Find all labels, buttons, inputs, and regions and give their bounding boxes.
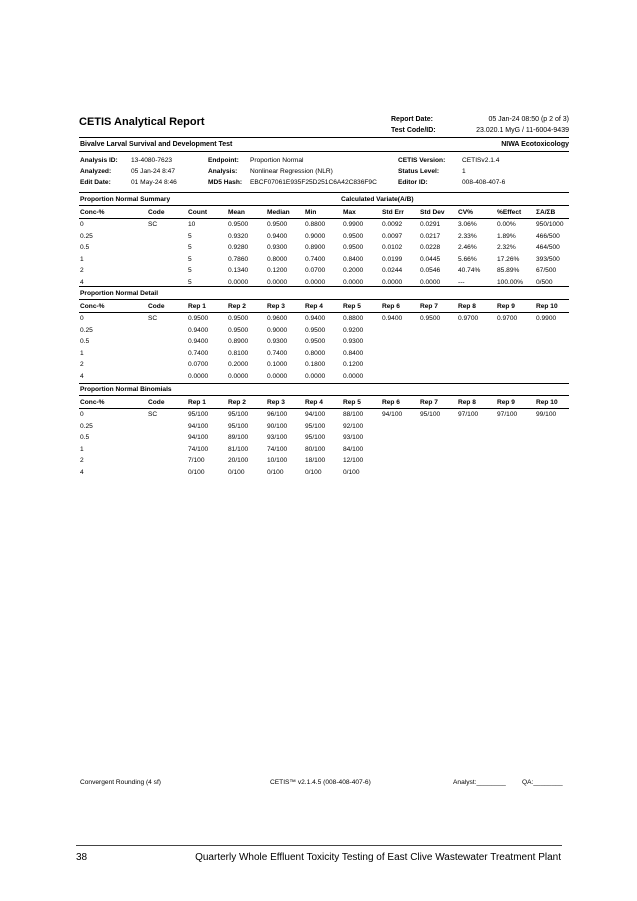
table-cell: 95/100 <box>305 434 326 441</box>
cetis-version: CETISv2.1.4 <box>462 157 500 164</box>
header-underline <box>79 218 569 219</box>
table-cell: 0.8000 <box>305 350 326 357</box>
table-cell: 80/100 <box>305 446 326 453</box>
analyzed-date: 05 Jan-24 8:47 <box>131 168 175 175</box>
table-cell: 0.9400 <box>305 315 326 322</box>
table-cell: 0.0000 <box>305 279 326 286</box>
table-cell: 0.0199 <box>382 256 403 263</box>
report-date-label: Report Date: <box>391 116 434 123</box>
column-header: Rep 2 <box>228 303 246 310</box>
column-header: Rep 1 <box>188 399 206 406</box>
column-header: Min <box>305 209 317 216</box>
table-cell: 0.9300 <box>267 338 288 345</box>
table-cell: 0.0700 <box>188 361 209 368</box>
column-header: Rep 2 <box>228 399 246 406</box>
table-cell: 0.0700 <box>305 267 326 274</box>
table-cell: 0.9300 <box>343 338 364 345</box>
table-cell: 0.9500 <box>267 221 288 228</box>
table-cell: 0.9280 <box>228 244 249 251</box>
table-cell: 0.0000 <box>228 279 249 286</box>
table-cell: 0.25 <box>80 327 93 334</box>
table-cell: 0.0000 <box>188 373 209 380</box>
table-cell: 0.0092 <box>382 221 403 228</box>
table-cell: 85.89% <box>497 267 520 274</box>
table-cell: 2 <box>80 267 84 274</box>
table-cell: 10 <box>188 221 196 228</box>
table-cell: 94/100 <box>188 434 209 441</box>
footer-rule <box>76 845 562 846</box>
table-cell: 2.33% <box>458 233 477 240</box>
table-cell: 0.9400 <box>188 327 209 334</box>
table-cell: 0.0244 <box>382 267 403 274</box>
table-cell: 0/100 <box>228 469 245 476</box>
table-cell: 74/100 <box>267 446 288 453</box>
table-cell: 100.00% <box>497 279 524 286</box>
table-cell: 0.0000 <box>267 279 288 286</box>
divider <box>79 205 569 206</box>
edit-date: 01 May-24 8:46 <box>131 179 177 186</box>
table-cell: 92/100 <box>343 423 364 430</box>
table-cell: 17.26% <box>497 256 520 263</box>
table-cell: 2.32% <box>497 244 516 251</box>
table-cell: 0.1200 <box>267 267 288 274</box>
table-cell: --- <box>458 279 465 286</box>
table-cell: 0.0000 <box>305 373 326 380</box>
table-cell: 4 <box>80 373 84 380</box>
table-cell: 0.0291 <box>420 221 441 228</box>
table-cell: 2 <box>80 457 84 464</box>
table-cell: 0.0000 <box>343 279 364 286</box>
table-cell: 94/100 <box>382 411 403 418</box>
table-cell: 0.9500 <box>188 315 209 322</box>
table-cell: 0.9700 <box>458 315 479 322</box>
table-cell: 74/100 <box>188 446 209 453</box>
table-cell: 0.8900 <box>228 338 249 345</box>
table-cell: 0.9500 <box>305 327 326 334</box>
md5-label: MD5 Hash: <box>208 179 243 186</box>
table-cell: 1 <box>80 350 84 357</box>
table-cell: 0.9320 <box>228 233 249 240</box>
document-title: Quarterly Whole Effluent Toxicity Testing of East Clive Wastewater Treatment Plant <box>195 852 561 863</box>
column-header: Code <box>148 399 165 406</box>
header-underline <box>79 408 569 409</box>
divider <box>79 395 569 396</box>
table-cell: 10/100 <box>267 457 288 464</box>
table-cell: 95/100 <box>228 411 249 418</box>
endpoint: Proportion Normal <box>250 157 304 164</box>
table-cell: 0.0546 <box>420 267 441 274</box>
table-cell: 0.0000 <box>420 279 441 286</box>
column-header: ΣA/ΣB <box>536 209 556 216</box>
table-cell: 0.9000 <box>267 327 288 334</box>
table-cell: 95/100 <box>305 423 326 430</box>
md5-hash: EBCF07061E935F25D251C6A42C836F9C <box>250 179 377 186</box>
table-cell: 0.9500 <box>305 338 326 345</box>
divider <box>79 286 569 287</box>
column-header: Mean <box>228 209 245 216</box>
table-cell: 0/100 <box>305 469 322 476</box>
detail-title: Proportion Normal Detail <box>80 290 159 297</box>
divider <box>79 192 569 193</box>
edit-date-label: Edit Date: <box>80 179 111 186</box>
column-header: Rep 8 <box>458 399 476 406</box>
table-cell: 0.9500 <box>343 244 364 251</box>
table-cell: 0.1200 <box>343 361 364 368</box>
table-cell: 96/100 <box>267 411 288 418</box>
table-cell: 97/100 <box>458 411 479 418</box>
column-header: %Effect <box>497 209 522 216</box>
analysis-method: Nonlinear Regression (NLR) <box>250 168 333 175</box>
table-cell: 4 <box>80 469 84 476</box>
table-cell: 0.0102 <box>382 244 403 251</box>
table-cell: 0.25 <box>80 233 93 240</box>
table-cell: 0.9400 <box>382 315 403 322</box>
table-cell: 1.89% <box>497 233 516 240</box>
column-header: Rep 8 <box>458 303 476 310</box>
table-cell: 0.9200 <box>343 327 364 334</box>
qa-signature-field: QA:________ <box>522 779 563 786</box>
column-header: CV% <box>458 209 474 216</box>
table-cell: 0.9700 <box>497 315 518 322</box>
table-cell: 0/100 <box>343 469 360 476</box>
table-cell: 0.9400 <box>267 233 288 240</box>
table-cell: 0.1800 <box>305 361 326 368</box>
table-cell: 3.06% <box>458 221 477 228</box>
table-cell: 2.46% <box>458 244 477 251</box>
table-cell: 0.9900 <box>343 221 364 228</box>
column-header: Rep 7 <box>420 303 438 310</box>
column-header: Rep 9 <box>497 399 515 406</box>
column-header: Max <box>343 209 356 216</box>
editor-id: 008-408-407-6 <box>462 179 506 186</box>
table-cell: 0.9500 <box>420 315 441 322</box>
column-header: Rep 5 <box>343 303 361 310</box>
table-cell: 0.0097 <box>382 233 403 240</box>
table-cell: 7/100 <box>188 457 205 464</box>
software-version: CETIS™ v2.1.4.5 (008-408-407-6) <box>270 779 371 786</box>
editor-label: Editor ID: <box>398 179 428 186</box>
table-cell: 95/100 <box>228 423 249 430</box>
column-header: Rep 10 <box>536 303 558 310</box>
column-header: Conc-% <box>80 209 105 216</box>
table-cell: 5 <box>188 256 192 263</box>
table-cell: 0.9300 <box>267 244 288 251</box>
column-header: Code <box>148 303 165 310</box>
table-cell: 0.0228 <box>420 244 441 251</box>
table-cell: 0.5 <box>80 338 90 345</box>
table-cell: 0.0000 <box>267 373 288 380</box>
table-cell: 0.8100 <box>228 350 249 357</box>
table-cell: 0.7400 <box>267 350 288 357</box>
table-cell: 94/100 <box>188 423 209 430</box>
column-header: Code <box>148 209 165 216</box>
test-code-label: Test Code/ID: <box>391 127 436 134</box>
column-header: Conc-% <box>80 303 105 310</box>
divider <box>79 383 569 384</box>
report-title: CETIS Analytical Report <box>79 116 205 128</box>
table-cell: 40.74% <box>458 267 481 274</box>
table-cell: 0.0000 <box>343 373 364 380</box>
table-cell: 97/100 <box>497 411 518 418</box>
table-cell: 67/500 <box>536 267 557 274</box>
table-cell: 5 <box>188 267 192 274</box>
table-cell: 0.9400 <box>188 338 209 345</box>
table-cell: 950/1000 <box>536 221 564 228</box>
column-header: Rep 6 <box>382 303 400 310</box>
table-cell: 0.9500 <box>343 233 364 240</box>
table-cell: 5 <box>188 244 192 251</box>
table-cell: 0.25 <box>80 423 93 430</box>
table-cell: 0.9600 <box>267 315 288 322</box>
table-cell: 0.5 <box>80 244 90 251</box>
rounding-note: Convergent Rounding (4 sf) <box>80 779 162 786</box>
table-cell: 0.2000 <box>228 361 249 368</box>
analyzed-label: Analyzed: <box>80 168 112 175</box>
table-cell: 0.8800 <box>305 221 326 228</box>
column-header: Rep 5 <box>343 399 361 406</box>
table-cell: 0.00% <box>497 221 516 228</box>
table-cell: 90/100 <box>267 423 288 430</box>
table-cell: 81/100 <box>228 446 249 453</box>
table-cell: 5 <box>188 233 192 240</box>
table-cell: 0.1000 <box>267 361 288 368</box>
table-cell: 0.0000 <box>228 373 249 380</box>
table-cell: 393/500 <box>536 256 560 263</box>
binomials-title: Proportion Normal Binomials <box>80 386 172 393</box>
table-cell: 0.0000 <box>382 279 403 286</box>
table-cell: 0.8800 <box>343 315 364 322</box>
table-cell: 0 <box>80 221 84 228</box>
table-cell: 0.1340 <box>228 267 249 274</box>
table-cell: 99/100 <box>536 411 557 418</box>
table-cell: 0.7400 <box>305 256 326 263</box>
table-cell: 89/100 <box>228 434 249 441</box>
table-cell: 0.9900 <box>536 315 557 322</box>
table-cell: 0.9500 <box>228 327 249 334</box>
column-header: Count <box>188 209 208 216</box>
table-cell: 5 <box>188 279 192 286</box>
table-cell: 5.66% <box>458 256 477 263</box>
column-header: Rep 4 <box>305 399 323 406</box>
calculated-variate-label: Calculated Variate(A/B) <box>341 196 414 203</box>
table-cell: 84/100 <box>343 446 364 453</box>
table-cell: SC <box>148 221 158 228</box>
column-header: Rep 1 <box>188 303 206 310</box>
column-header: Median <box>267 209 290 216</box>
table-cell: 94/100 <box>305 411 326 418</box>
table-cell: 0 <box>80 411 84 418</box>
report-date: 05 Jan-24 08:50 (p 2 of 3) <box>488 116 569 123</box>
column-header: Rep 4 <box>305 303 323 310</box>
endpoint-label: Endpoint: <box>208 157 239 164</box>
table-cell: 0.9000 <box>305 233 326 240</box>
table-cell: 0.9500 <box>228 315 249 322</box>
summary-title: Proportion Normal Summary <box>80 196 171 203</box>
table-cell: 4 <box>80 279 84 286</box>
table-cell: 0.7860 <box>228 256 249 263</box>
table-cell: 0.8400 <box>343 350 364 357</box>
table-cell: 464/500 <box>536 244 560 251</box>
table-cell: 1 <box>80 446 84 453</box>
divider <box>79 137 569 138</box>
table-cell: 0.9500 <box>228 221 249 228</box>
analysis-id: 13-4080-7623 <box>131 157 173 164</box>
analysis-id-label: Analysis ID: <box>80 157 118 164</box>
header-underline <box>79 312 569 313</box>
table-cell: 0.5 <box>80 434 90 441</box>
divider <box>79 151 569 152</box>
column-header: Rep 6 <box>382 399 400 406</box>
table-cell: 466/500 <box>536 233 560 240</box>
lab-name: NIWA Ecotoxicology <box>501 141 569 148</box>
table-cell: 0.8000 <box>267 256 288 263</box>
divider <box>79 299 569 300</box>
test-name: Bivalve Larval Survival and Development Test <box>80 141 233 148</box>
status-label: Status Level: <box>398 168 440 175</box>
column-header: Rep 3 <box>267 303 285 310</box>
table-cell: 95/100 <box>188 411 209 418</box>
column-header: Conc-% <box>80 399 105 406</box>
table-cell: 20/100 <box>228 457 249 464</box>
column-header: Rep 9 <box>497 303 515 310</box>
version-label: CETIS Version: <box>398 157 446 164</box>
table-cell: 18/100 <box>305 457 326 464</box>
table-cell: 0.0445 <box>420 256 441 263</box>
table-cell: 0.0217 <box>420 233 441 240</box>
table-cell: 0.2000 <box>343 267 364 274</box>
column-header: Rep 3 <box>267 399 285 406</box>
table-cell: 0/500 <box>536 279 553 286</box>
table-cell: SC <box>148 411 158 418</box>
column-header: Rep 7 <box>420 399 438 406</box>
column-header: Rep 10 <box>536 399 558 406</box>
table-cell: 0.8900 <box>305 244 326 251</box>
status-level: 1 <box>462 168 466 175</box>
table-cell: 0/100 <box>267 469 284 476</box>
analysis-label: Analysis: <box>208 168 238 175</box>
table-cell: 2 <box>80 361 84 368</box>
column-header: Std Dev <box>420 209 445 216</box>
table-cell: 0 <box>80 315 84 322</box>
analyst-signature-field: Analyst:________ <box>453 779 506 786</box>
table-cell: 93/100 <box>343 434 364 441</box>
table-cell: 0.7400 <box>188 350 209 357</box>
table-cell: 0.8400 <box>343 256 364 263</box>
table-cell: 12/100 <box>343 457 364 464</box>
page-number: 38 <box>76 852 88 863</box>
table-cell: 93/100 <box>267 434 288 441</box>
table-cell: SC <box>148 315 158 322</box>
table-cell: 88/100 <box>343 411 364 418</box>
column-header: Std Err <box>382 209 404 216</box>
test-code: 23.020.1 MyG / 11-6004-9439 <box>476 127 569 134</box>
table-cell: 95/100 <box>420 411 441 418</box>
table-cell: 0/100 <box>188 469 205 476</box>
table-cell: 1 <box>80 256 84 263</box>
